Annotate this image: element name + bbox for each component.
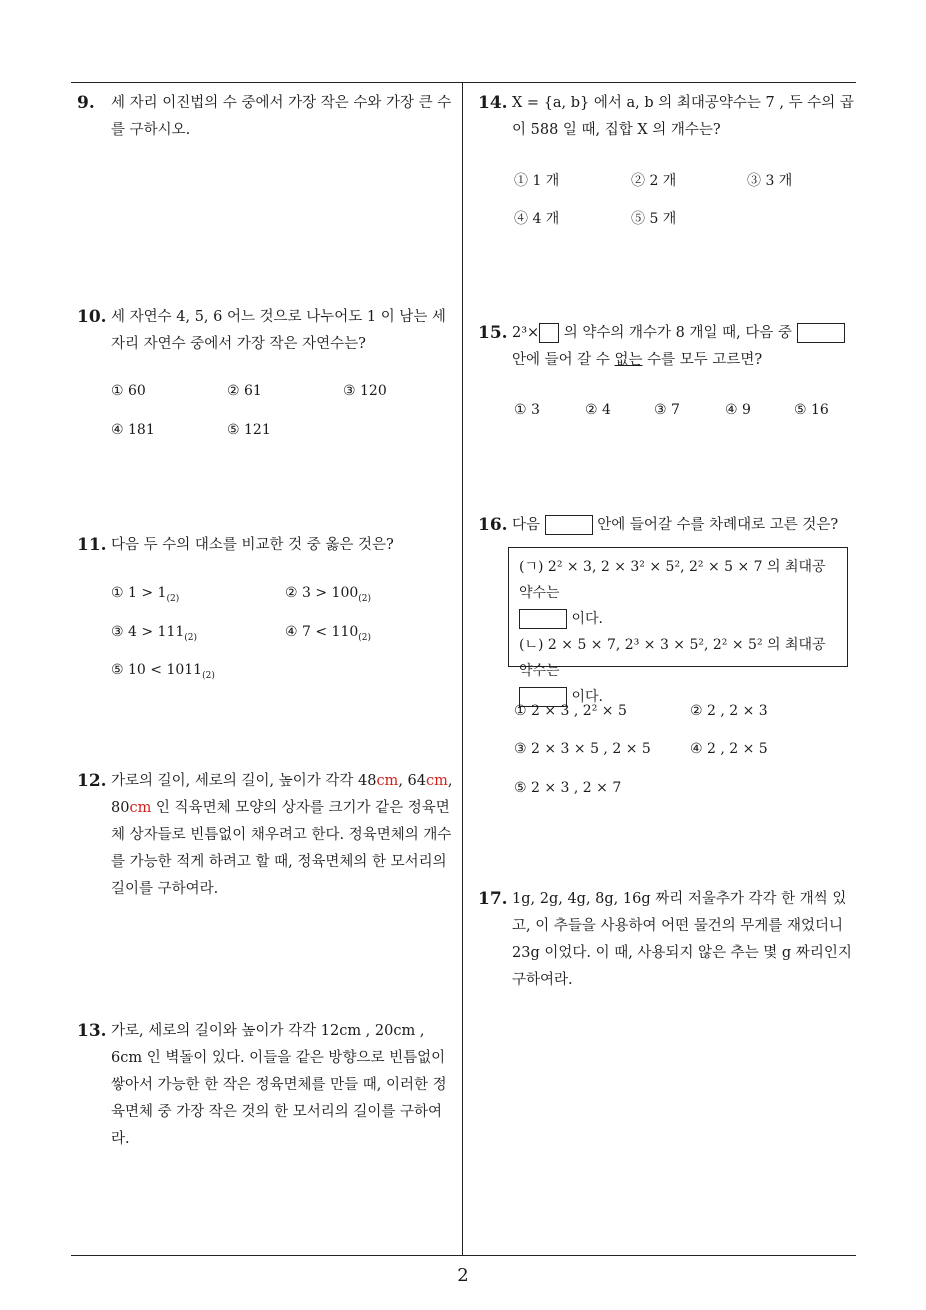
- question-text: 가로의 길이, 세로의 길이, 높이가 각각 48cm, 64cm, 80cm 인 직육면체 모양의 상자를 크기가 같은 정육면체 상자들로 빈틈없이 채우려고 한다. 정육면체의 개수를 가능한 적게 하려고 할 때, 정육면체의 한 모서리의 길이를 구하여라.: [111, 773, 453, 897]
- emphasis-underline: 없는: [614, 352, 643, 368]
- choice-5[interactable]: ⑤ 16: [794, 402, 829, 418]
- bottom-rule: [71, 1255, 856, 1256]
- choice-2[interactable]: ② $3 > 100_{(2)}$: [285, 585, 372, 604]
- unit-cm: cm: [129, 800, 152, 816]
- top-rule: [71, 82, 856, 83]
- question-number: 17.: [478, 889, 508, 909]
- question-12: [77, 768, 457, 903]
- question-13: [77, 1018, 457, 1153]
- question-text: 세 자연수 4, 5, 6 어느 것으로 나누어도 1 이 남는 세 자리 자연수 중에서 가장 작은 자연수는?: [111, 309, 446, 352]
- question-9: [77, 90, 457, 144]
- question-number: 12.: [77, 771, 107, 791]
- condition-a: (ㄱ) 2² × 3, 2 × 3² × 5², 2² × 5 × 7 의 최대공약수는: [519, 559, 826, 601]
- question-text: 세 자리 이진법의 수 중에서 가장 작은 수와 가장 큰 수를 구하시오.: [111, 95, 452, 138]
- question-number: 13.: [77, 1021, 107, 1041]
- choice-4[interactable]: ④ 9: [725, 402, 751, 418]
- choice-5[interactable]: ⑤ 121: [227, 422, 271, 438]
- choice-1[interactable]: ① 60: [111, 383, 146, 399]
- question-10: [77, 304, 457, 358]
- choice-3[interactable]: ③ 7: [654, 402, 680, 418]
- choice-2[interactable]: ② 61: [227, 383, 262, 399]
- choice-3[interactable]: ③ 3 개: [747, 173, 793, 189]
- question-16: [478, 512, 860, 539]
- question-text: 가로, 세로의 길이와 높이가 각각 12cm , 20cm , 6cm 인 벽돌이 있다. 이들을 같은 방향으로 빈틈없이 쌓아서 가능한 한 작은 정육면체를 만들 때, 이러한 정육면체 중 가장 작은 것의 한 모서리의 길이를 구하여라.: [111, 1023, 447, 1147]
- choice-4[interactable]: ④ $7 < 110_{(2)}$: [285, 624, 372, 643]
- choice-1[interactable]: ① $1 > 1_{(2)}$: [111, 585, 180, 604]
- question-number: 11.: [77, 535, 107, 555]
- question-text: 2³× 의 약수의 개수가 8 개일 때, 다음 중 안에 들어 갈 수 없는 수를 모두 고르면?: [512, 320, 860, 374]
- question-17: [478, 886, 860, 994]
- choice-1[interactable]: ① 3: [514, 402, 540, 418]
- choice-3[interactable]: ③ $4 > 111_{(2)}$: [111, 624, 198, 643]
- choice-3[interactable]: ③ 2 × 3 × 5 , 2 × 5: [514, 741, 651, 757]
- condition-b: (ㄴ) 2 × 5 × 7, 2³ × 3 × 5², 2² × 5² 의 최대공약수는: [519, 637, 826, 679]
- column-divider: [462, 82, 463, 1255]
- question-number: 9.: [77, 93, 95, 113]
- choice-5[interactable]: ⑤ 5 개: [631, 211, 677, 227]
- blank-box: [797, 323, 845, 343]
- choice-1[interactable]: ① 2 × 3 , 2² × 5: [514, 703, 627, 719]
- question-number: 10.: [77, 307, 107, 327]
- choice-2[interactable]: ② 2 개: [631, 173, 677, 189]
- question-text: 다음 두 수의 대소를 비교한 것 중 옳은 것은?: [111, 537, 394, 553]
- question-number: 15.: [478, 323, 508, 343]
- given-conditions-box: [508, 547, 848, 705]
- choice-2[interactable]: ② 2 , 2 × 3: [690, 703, 768, 719]
- blank-box: [545, 515, 593, 535]
- page-number: 2: [457, 1265, 469, 1286]
- question-text: 1g, 2g, 4g, 8g, 16g 짜리 저울추가 각각 한 개씩 있고, 이 추들을 사용하여 어떤 물건의 무게를 재었더니 23g 이었다. 이 때, 사용되지 않은 추는 몇 g 짜리인지 구하여라.: [512, 891, 852, 988]
- condition-a-end: 이다.: [519, 606, 837, 632]
- question-text: X = {a, b} 에서 a, b 의 최대공약수는 7 , 두 수의 곱이 588 일 때, 집합 X 의 개수는?: [512, 95, 854, 138]
- choice-4[interactable]: ④ 181: [111, 422, 155, 438]
- blank-box: [519, 609, 567, 629]
- question-11: [77, 532, 457, 559]
- question-number: 16.: [478, 515, 508, 535]
- choice-5[interactable]: ⑤ 2 × 3 , 2 × 7: [514, 780, 622, 796]
- blank-box: [539, 323, 559, 343]
- choice-3[interactable]: ③ 120: [343, 383, 387, 399]
- question-number: 14.: [478, 93, 508, 113]
- question-14: [478, 90, 860, 144]
- choice-4[interactable]: ④ 2 , 2 × 5: [690, 741, 768, 757]
- unit-cm: cm: [376, 773, 399, 789]
- choice-2[interactable]: ② 4: [585, 402, 611, 418]
- condition-b-end: 이다.: [519, 684, 837, 710]
- choice-1[interactable]: ① 1 개: [514, 173, 560, 189]
- question-text: 다음 안에 들어갈 수를 차례대로 고른 것은?: [512, 517, 839, 533]
- question-15: [478, 320, 860, 374]
- unit-cm: cm: [425, 773, 448, 789]
- choice-5[interactable]: ⑤ $10 < 1011_{(2)}$: [111, 662, 215, 681]
- choice-4[interactable]: ④ 4 개: [514, 211, 560, 227]
